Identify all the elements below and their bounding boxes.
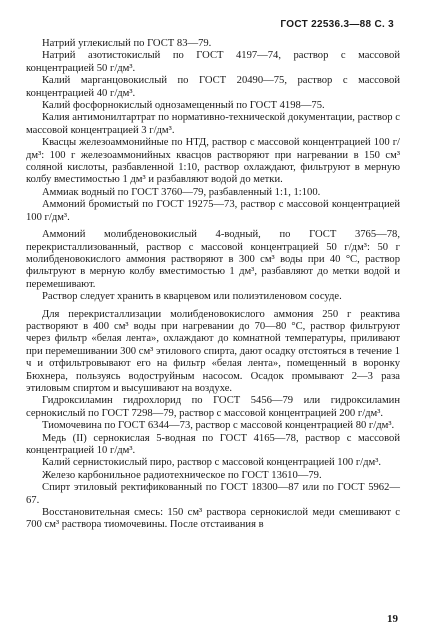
paragraph: Для перекристаллизации молибденовокислого аммония 250 г реактива растворяют в 400 см³ воды при нагревании до 70—80 °С, раствор фильтруют через фильтр «белая лента», охлаждают до комнатной температуры, приливают при перемешивании 300 см³ этилового спирта, дают осадку отстояться в течение 1 ч и отфильтровывают его на фильтр «белая лента», помещенный в воронку Бюхнера, пользуясь водоструйным насосом. Осадок промывают 2—3 раза этиловым спиртом и высушивают на воздухе.: [26, 308, 400, 394]
paragraph: Квасцы железоаммонийные по НТД, раствор с массовой концентрацией 100 г/дм³: 100 г железоаммонийных квасцов растворяют при нагревании в 150 см³ соляной кислоты, разбавленной 1:10, раствор охлаждают, фильтруют в мерную колбу вместимостью 1 дм³ и разбавляют водой до метки.: [26, 137, 400, 186]
paragraph: Спирт этиловый ректификованный по ГОСТ 18300—87 или по ГОСТ 5962—67.: [26, 482, 400, 506]
paragraph: Аммоний бромистый по ГОСТ 19275—73, раствор с массовой концентрацией 100 г/дм³.: [26, 199, 400, 223]
paragraph: Железо карбонильное радиотехническое по ГОСТ 13610—79.: [42, 469, 322, 481]
paragraph: Натрий азотистокислый по ГОСТ 4197—74, раствор с массовой концентрацией 50 г/дм³.: [26, 50, 400, 74]
paragraph: Раствор следует хранить в кварцевом или полиэтиленовом сосуде.: [42, 291, 342, 303]
paragraph: Калий фосфорнокислый однозамещенный по ГОСТ 4198—75.: [42, 100, 325, 112]
paragraph: Восстановительная смесь: 150 см³ раствора сернокислой меди смешивают с 700 см³ раствора тиомочевины. После отстаивания в: [26, 507, 400, 531]
paragraph: Медь (II) сернокислая 5-водная по ГОСТ 4165—78, раствор с массовой концентрацией 10 г/дм³.: [26, 432, 400, 456]
paragraph: Калий марганцовокислый по ГОСТ 20490—75, раствор с массовой концентрацией 40 г/дм³.: [26, 75, 400, 99]
paragraph: Тиомочевина по ГОСТ 6344—73, раствор с массовой концентрацией 80 г/дм³.: [42, 420, 395, 432]
paragraph: Аммиак водный по ГОСТ 3760—79, разбавленный 1:1, 1:100.: [42, 186, 321, 198]
paragraph: Калия антимонилтартрат по нормативно-технической документации, раствор с массовой концентрацией 3 г/дм³.: [26, 112, 400, 136]
document-body: [26, 38, 400, 532]
page-number: 19: [387, 613, 398, 625]
paragraph: Калий сернистокислый пиро, раствор с массовой концентрацией 100 г/дм³.: [42, 457, 382, 469]
page-header: ГОСТ 22536.3—88 С. 3: [280, 19, 394, 30]
paragraph: Аммоний молибденовокислый 4-водный, по ГОСТ 3765—78, перекристаллизованный, раствор с массовой концентрацией 50 г/дм³: 50 г молибденовокислого аммония растворяют в 300 см³ воды при 40 °С, раствор фильтруют в мерную колбу вместимостью 1 дм³, разбавляют до метки водой и перемешивают.: [26, 229, 400, 290]
paragraph: Натрий углекислый по ГОСТ 83—79.: [42, 38, 212, 49]
paragraph: Гидроксиламин гидрохлорид по ГОСТ 5456—79 или гидроксиламин сернокислый по ГОСТ 7298—79, раствор с массовой концентрацией 200 г/дм³.: [26, 395, 400, 419]
